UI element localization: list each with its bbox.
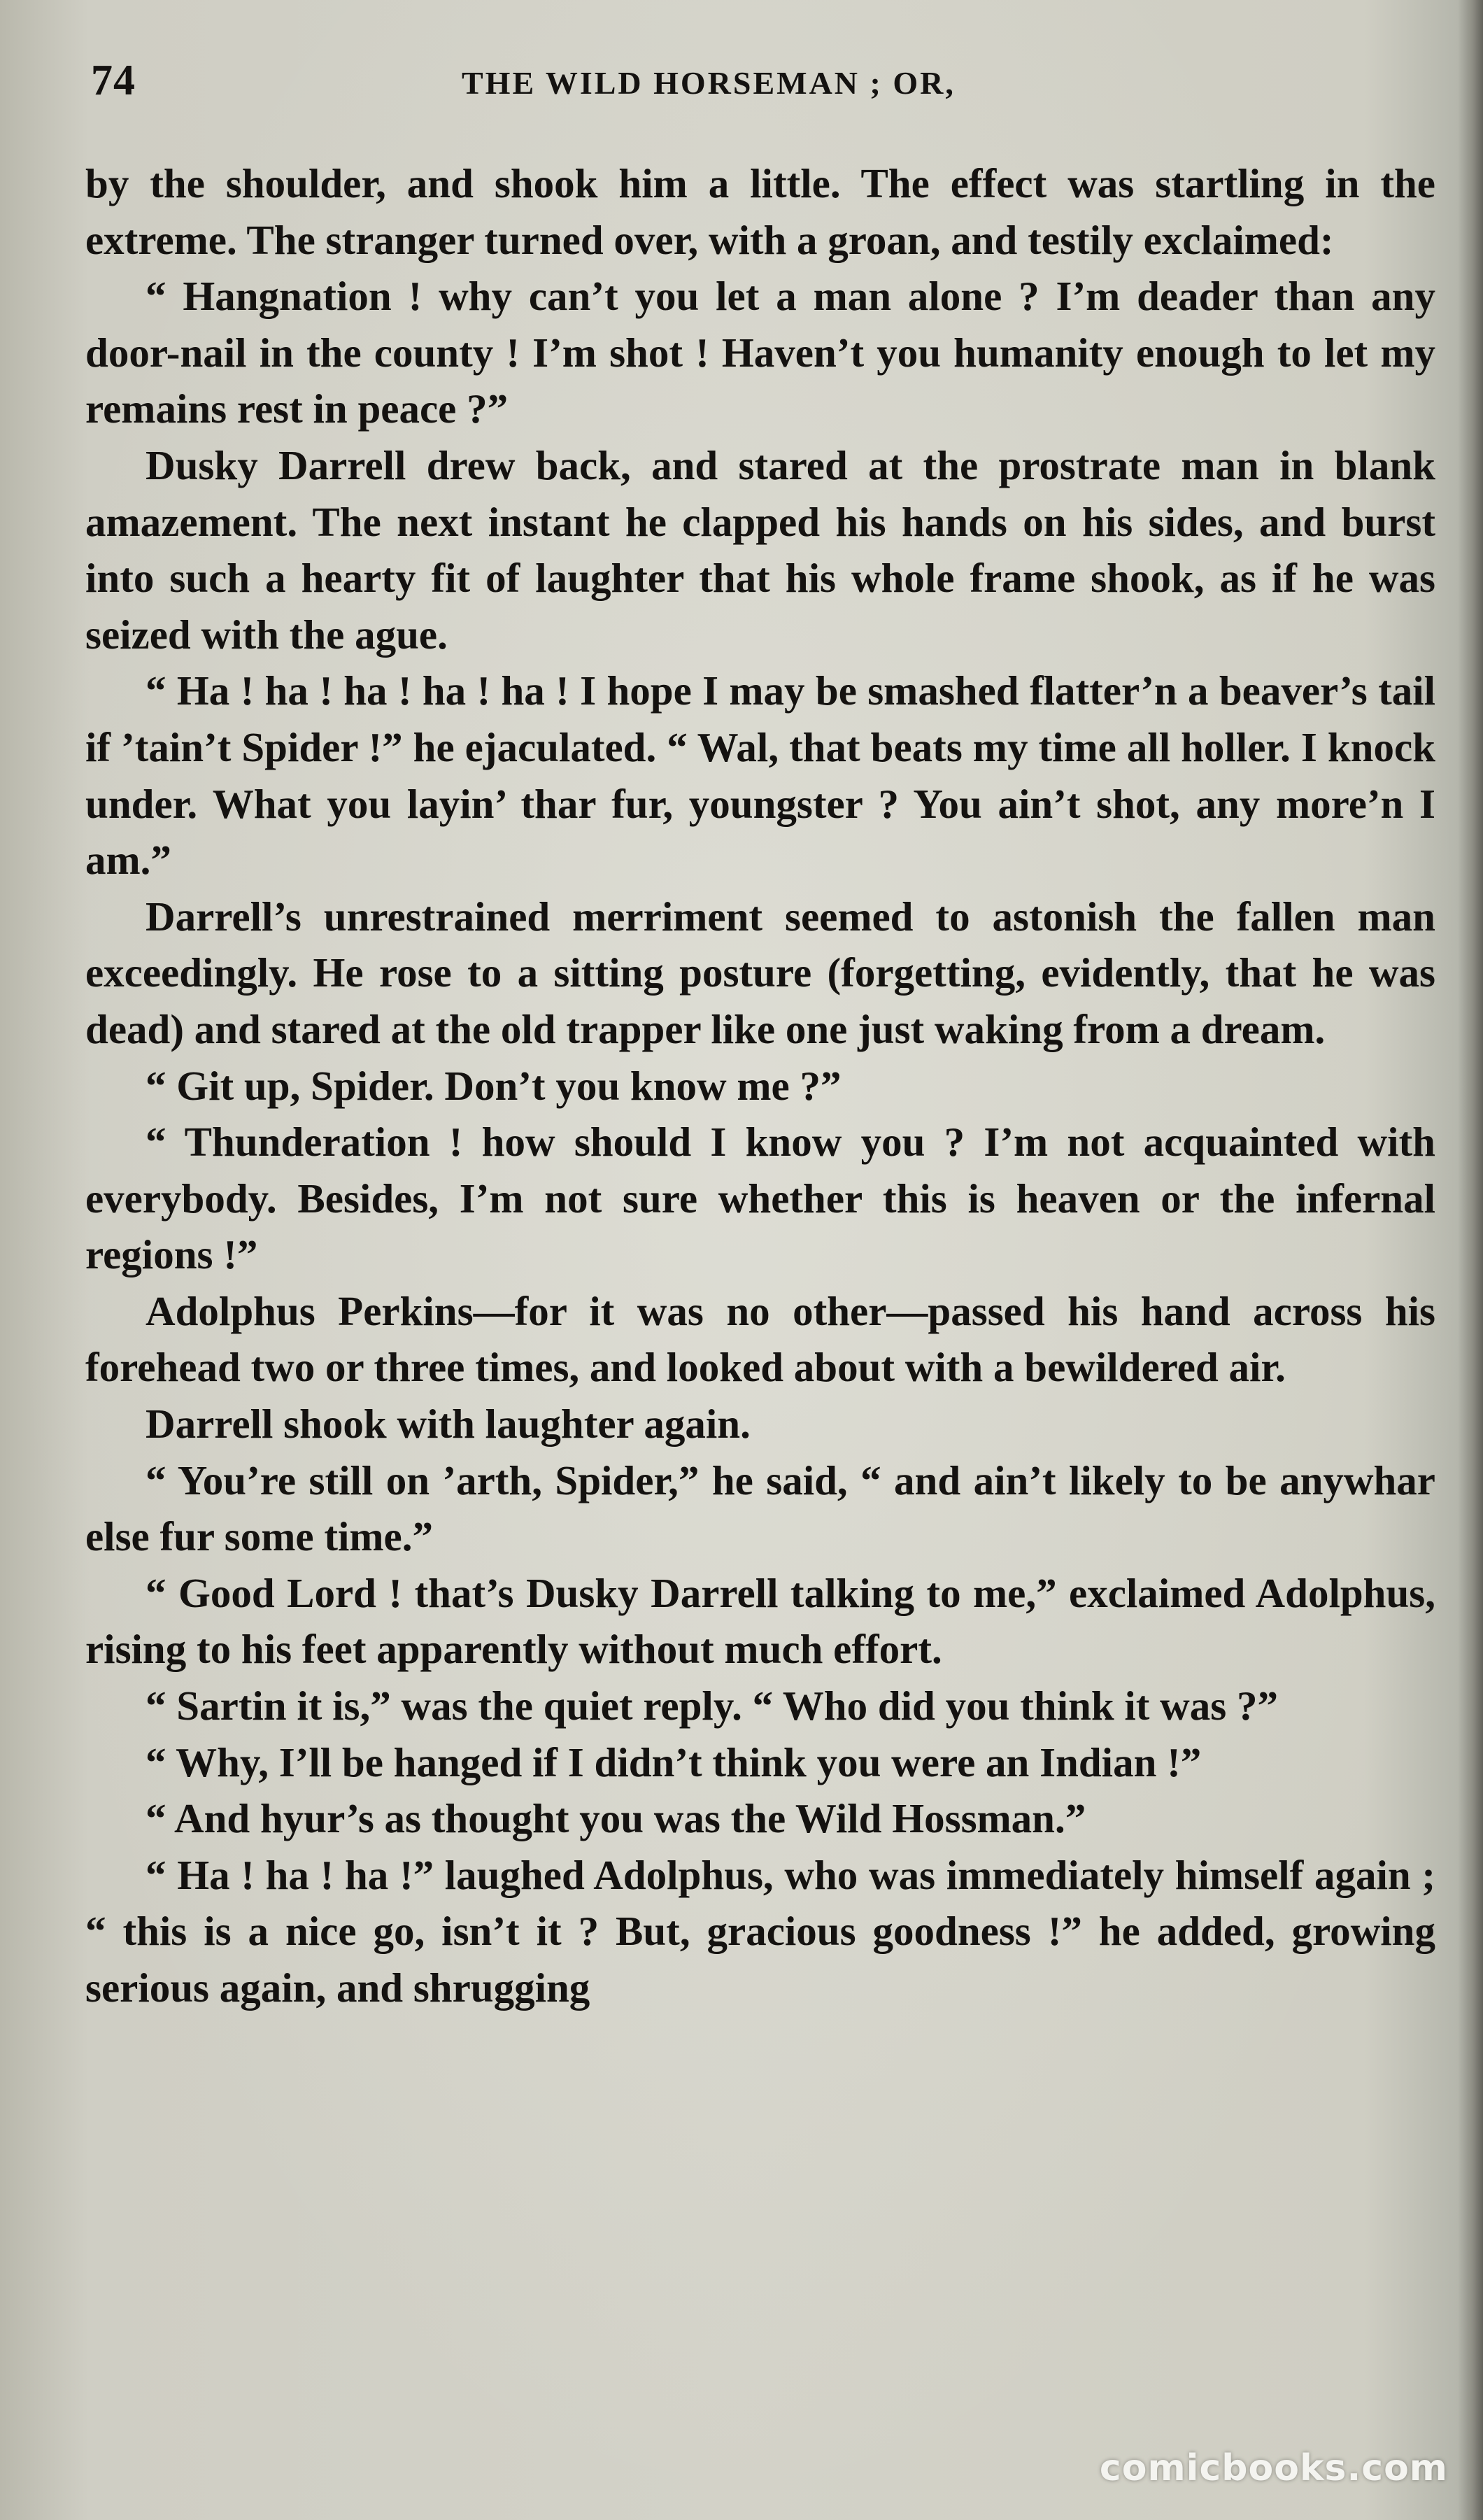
paragraph: “ Good Lord ! that’s Dusky Darrell talking to me,” exclaimed Adolphus, rising to his feet apparently without much effort. [85,1569,1435,1673]
paragraph: Darrell shook with laughter again. [146,1401,751,1447]
paragraph: “ Hangnation ! why can’t you let a man alone ? I’m deader than any door-nail in the county ! I’m shot ! Haven’t you humanity enough to let my remains rest in peace ?” [85,273,1435,432]
paragraph: “ You’re still on ’arth, Spider,” he said, “ and ain’t likely to be anywhar else fur some time.” [85,1457,1435,1560]
running-head-title: THE WILD HORSEMAN ; OR, [462,65,956,101]
paragraph: Adolphus Perkins—for it was no other—passed his hand across his forehead two or three times, and looked about with a bewildered air. [85,1287,1435,1391]
paragraph: “ Ha ! ha ! ha ! ha ! ha ! I hope I may be smashed flatter’n a beaver’s tail if ’tain’t Spider !” he ejaculated. “ Wal, that beats my time all holler. I knock under. What you layin’ thar fur, youngster ? You ain’t shot, any more’n I am.” [85,667,1435,884]
paragraph: “ Why, I’ll be hanged if I didn’t think you were an Indian !” [146,1739,1202,1785]
paragraph: “ And hyur’s as thought you was the Wild Hossman.” [146,1795,1086,1842]
page-header [91,56,1434,112]
page-edge-shadow [1458,0,1483,2520]
page-number: 74 [91,57,136,104]
paragraph: Dusky Darrell drew back, and stared at the prostrate man in blank amazement. The next instant he clapped his hands on his sides, and burst into such a hearty fit of laughter that his whole frame shook, as if he was seized with the ague. [85,441,1435,658]
paragraph: “ Thunderation ! how should I know you ? I’m not acquainted with everybody. Besides, I’m not sure whether this is heaven or the infernal regions !” [85,1119,1435,1278]
paragraph: “ Ha ! ha ! ha !” laughed Adolphus, who was immediately himself again ; “ this is a nice go, isn’t it ? But, gracious goodness !” he added, growing serious again, and shrugging [85,1851,1435,2011]
paragraph: “ Sartin it is,” was the quiet reply. “ Who did you think it was ?” [146,1683,1278,1729]
watermark-text: comicbooks.com [1099,2447,1448,2489]
paragraph: by the shoulder, and shook him a little. The effect was startling in the extreme. The stranger turned over, with a groan, and testily exclaimed: [85,160,1435,263]
paragraph: “ Git up, Spider. Don’t you know me ?” [146,1062,842,1109]
body-text [85,155,1435,2016]
paragraph: Darrell’s unrestrained merriment seemed to astonish the fallen man exceedingly. He rose to a sitting posture (forgetting, evidently, that he was dead) and stared at the old trapper like one just waking from a dream. [85,893,1435,1052]
